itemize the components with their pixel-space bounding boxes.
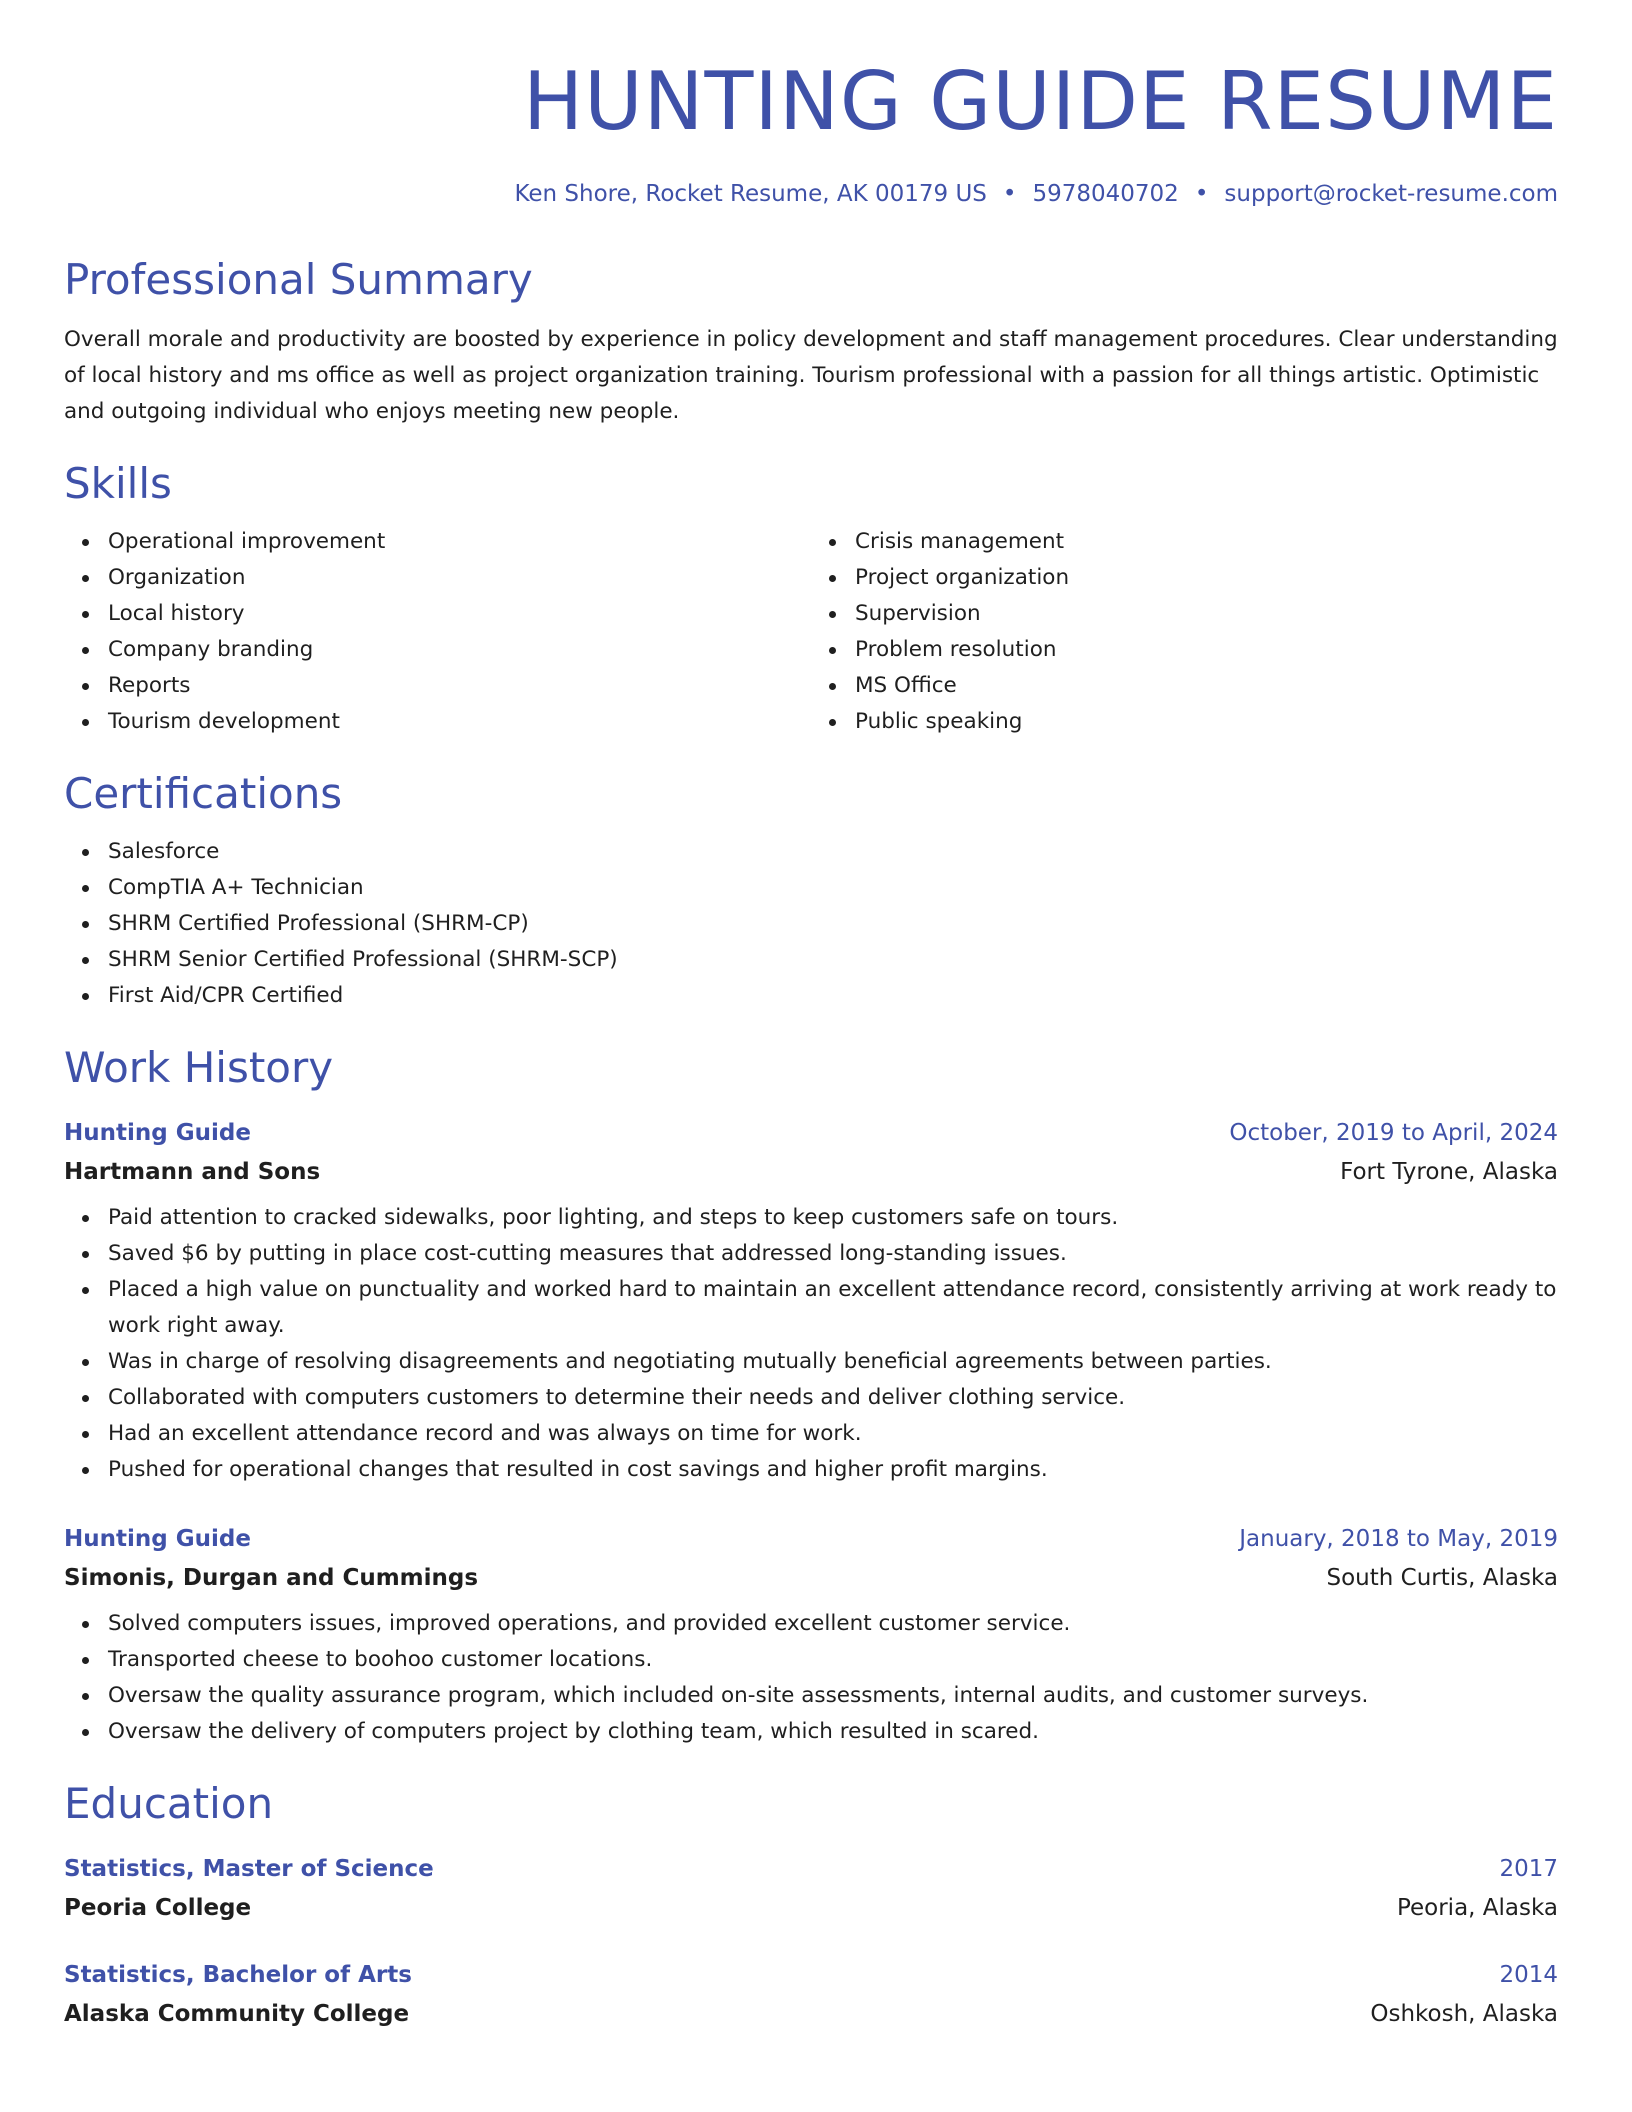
skill-item: Reports: [108, 668, 811, 704]
job-bullet: Paid attention to cracked sidewalks, poor lighting, and steps to keep customers safe on tours.: [108, 1200, 1558, 1236]
certifications-list: [64, 834, 1558, 1014]
education-header-row: [64, 1956, 1558, 1994]
education-degree: Statistics, Master of Science: [64, 1856, 434, 1882]
contact-separator: •: [1194, 181, 1209, 207]
summary-text: Overall morale and productivity are boosted by experience in policy development and staff management procedures. Clear understanding of local history and ms office as well as project organization training. Tourism professional with a passion for all things artistic. Optimistic and outgoing individual who enjoys meeting new people.: [64, 327, 1558, 424]
job-company-row: [64, 1152, 1558, 1192]
job-bullet: Had an excellent attendance record and was always on time for work.: [108, 1416, 1558, 1452]
job-dates: October, 2019 to April, 2024: [1229, 1120, 1558, 1146]
skill-item: Problem resolution: [855, 632, 1558, 668]
contact-phone: 5978040702: [1032, 181, 1179, 207]
job-bullets: [64, 1200, 1558, 1488]
education-school-row: [64, 1888, 1558, 1928]
job-title: Hunting Guide: [64, 1526, 251, 1552]
job-bullets: [64, 1606, 1558, 1750]
job-dates: January, 2018 to May, 2019: [1239, 1526, 1558, 1552]
skill-item: MS Office: [855, 668, 1558, 704]
certification-item: First Aid/CPR Certified: [108, 978, 1558, 1014]
job-bullet: Placed a high value on punctuality and worked hard to maintain an excellent attendance record, consistently arriving at work ready to work right away.: [108, 1272, 1558, 1344]
education-location: Peoria, Alaska: [1396, 1895, 1558, 1921]
job-bullet: Transported cheese to boohoo customer locations.: [108, 1642, 1558, 1678]
certification-item: Salesforce: [108, 834, 1558, 870]
education-entry: [64, 1850, 1558, 1928]
skill-item: Public speaking: [855, 704, 1558, 740]
skill-item: Organization: [108, 560, 811, 596]
education-header-row: [64, 1850, 1558, 1888]
work-history-heading: Work History: [64, 1043, 334, 1092]
contact-separator: •: [1002, 181, 1017, 207]
job-title: Hunting Guide: [64, 1120, 251, 1146]
job-bullet: Saved $6 by putting in place cost-cutting measures that addressed long-standing issues.: [108, 1236, 1558, 1272]
certification-item: SHRM Senior Certified Professional (SHRM-SCP): [108, 942, 1558, 978]
skill-item: Tourism development: [108, 704, 811, 740]
job-bullet: Solved computers issues, improved operations, and provided excellent customer service.: [108, 1606, 1558, 1642]
education-school: Alaska Community College: [64, 2001, 410, 2027]
skill-item: Project organization: [855, 560, 1558, 596]
job-location: South Curtis, Alaska: [1326, 1565, 1558, 1591]
job-header-row: [64, 1114, 1558, 1152]
job-header-row: [64, 1520, 1558, 1558]
contact-address: Ken Shore, Rocket Resume, AK 00179 US: [514, 181, 987, 207]
job-location: Fort Tyrone, Alaska: [1340, 1159, 1558, 1185]
skill-item: Crisis management: [855, 524, 1558, 560]
education-year: 2017: [1499, 1856, 1558, 1882]
certifications-heading: Certifications: [64, 769, 343, 818]
contact-email: support@rocket-resume.com: [1224, 181, 1558, 207]
education-school-row: [64, 1994, 1558, 2034]
education-school: Peoria College: [64, 1895, 252, 1921]
skill-item: Company branding: [108, 632, 811, 668]
summary-heading: Professional Summary: [64, 255, 533, 304]
resume-page: [64, 52, 1558, 2034]
job-bullet: Oversaw the quality assurance program, which included on-site assessments, internal audits, and customer surveys.: [108, 1678, 1558, 1714]
skills-grid: [64, 524, 1558, 740]
job-entry: [64, 1114, 1558, 1488]
certification-item: CompTIA A+ Technician: [108, 870, 1558, 906]
job-company-row: [64, 1558, 1558, 1598]
job-bullet: Was in charge of resolving disagreements and negotiating mutually beneficial agreements between parties.: [108, 1344, 1558, 1380]
job-company: Simonis, Durgan and Cummings: [64, 1565, 479, 1591]
skill-item: Operational improvement: [108, 524, 811, 560]
education-location: Oshkosh, Alaska: [1370, 2001, 1558, 2027]
skills-list-left: [64, 524, 811, 740]
job-entry: [64, 1520, 1558, 1750]
job-bullet: Pushed for operational changes that resulted in cost savings and higher profit margins.: [108, 1452, 1558, 1488]
job-bullet: Oversaw the delivery of computers project by clothing team, which resulted in scared.: [108, 1714, 1558, 1750]
education-heading: Education: [64, 1779, 274, 1828]
job-bullet: Collaborated with computers customers to determine their needs and deliver clothing service.: [108, 1380, 1558, 1416]
education-entry: [64, 1956, 1558, 2034]
resume-title: HUNTING GUIDE RESUME: [522, 55, 1558, 148]
contact-line: [64, 178, 1558, 210]
certification-item: SHRM Certified Professional (SHRM-CP): [108, 906, 1558, 942]
education-degree: Statistics, Bachelor of Arts: [64, 1962, 412, 1988]
skill-item: Local history: [108, 596, 811, 632]
education-year: 2014: [1499, 1962, 1558, 1988]
skills-heading: Skills: [64, 459, 172, 508]
skill-item: Supervision: [855, 596, 1558, 632]
skills-list-right: [811, 524, 1558, 740]
job-company: Hartmann and Sons: [64, 1159, 321, 1185]
